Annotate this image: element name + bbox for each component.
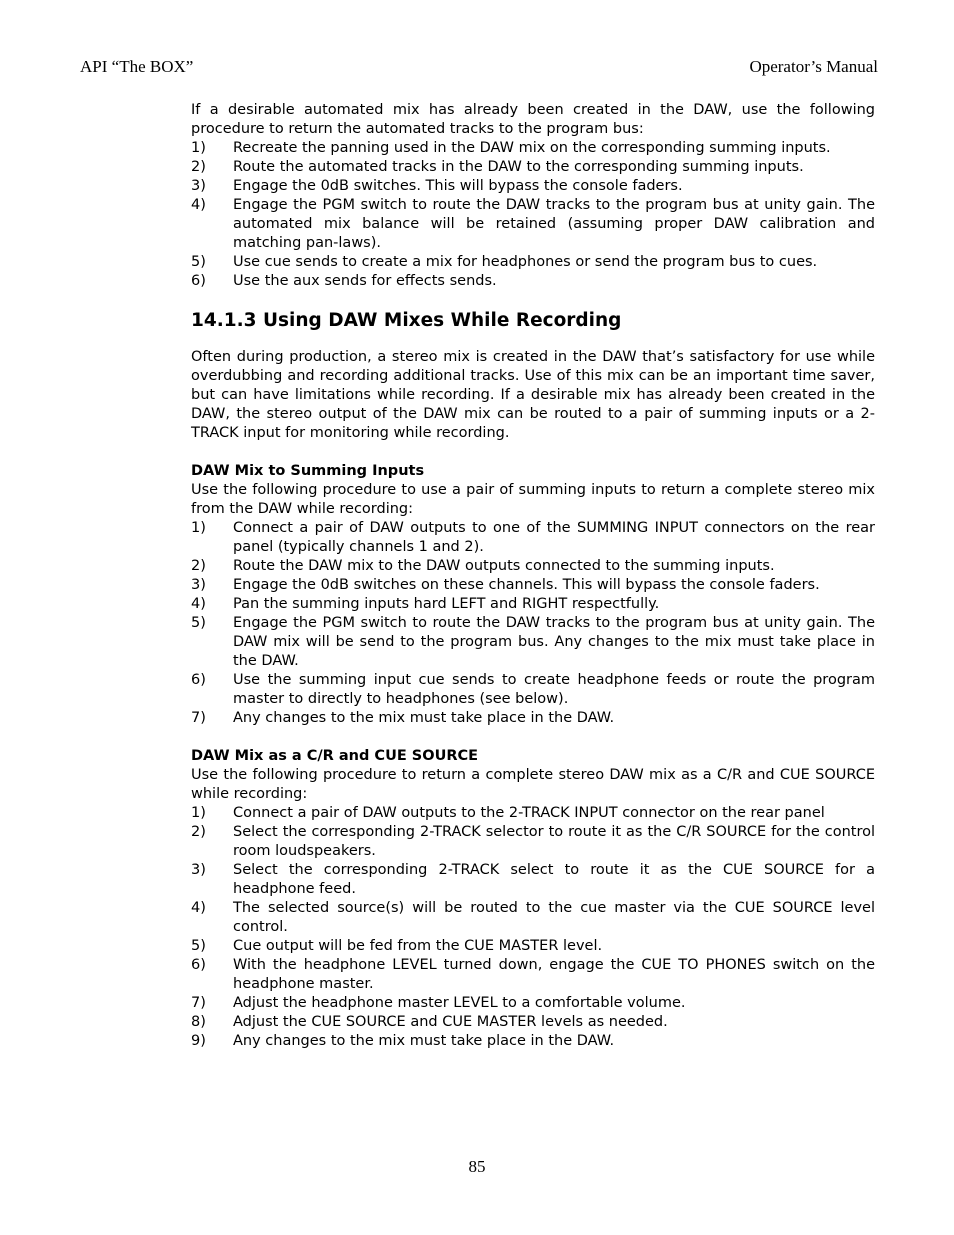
list-item: 7) Any changes to the mix must take place in the DAW. xyxy=(191,710,615,726)
page-number: 85 xyxy=(468,1157,486,1176)
list-item: 1) Connect a pair of DAW outputs to one of the SUMMING INPUT connectors on the rear panel (typically channels 1 and 2). xyxy=(191,520,875,555)
list-item: 3) Engage the 0dB switches on these channels. This will bypass the console faders. xyxy=(191,577,820,593)
page-header xyxy=(80,57,878,77)
list-item: 5) Engage the PGM switch to route the DAW tracks to the program bus at unity gain. The DAW mix will be send to the program bus. Any changes to the mix must take place in the DAW. xyxy=(191,615,875,669)
list-item: 4) The selected source(s) will be routed to the cue master via the CUE SOURCE level control. xyxy=(191,900,875,935)
list-item: 5) Use cue sends to create a mix for headphones or send the program bus to cues. xyxy=(191,254,818,270)
cue-steps-list xyxy=(191,804,875,1051)
list-item: 6) Use the aux sends for effects sends. xyxy=(191,273,497,289)
list-item: 1) Connect a pair of DAW outputs to the 2-TRACK INPUT connector on the rear panel xyxy=(191,805,825,821)
page-content xyxy=(191,101,875,1051)
list-item: 6) With the headphone LEVEL turned down, engage the CUE TO PHONES switch on the headphone master. xyxy=(191,957,875,992)
cue-heading: DAW Mix as a C/R and CUE SOURCE xyxy=(191,748,479,764)
summing-steps-list xyxy=(191,519,875,728)
list-item: 3) Engage the 0dB switches. This will bypass the console faders. xyxy=(191,178,683,194)
list-item: 2) Route the automated tracks in the DAW to the corresponding summing inputs. xyxy=(191,159,804,175)
list-item: 4) Pan the summing inputs hard LEFT and RIGHT respectfully. xyxy=(191,596,660,612)
list-item: 6) Use the summing input cue sends to create headphone feeds or route the program master to directly to headphones (see below). xyxy=(191,672,875,707)
summing-heading: DAW Mix to Summing Inputs xyxy=(191,463,425,479)
list-item: 8) Adjust the CUE SOURCE and CUE MASTER levels as needed. xyxy=(191,1014,668,1030)
intro-paragraph: If a desirable automated mix has already been created in the DAW, use the following procedure to return the automated tracks to the program bus: xyxy=(191,102,875,137)
list-item: 2) Route the DAW mix to the DAW outputs connected to the summing inputs. xyxy=(191,558,775,574)
section-paragraph: Often during production, a stereo mix is created in the DAW that’s satisfactory for use while overdubbing and recording additional tracks. Use of this mix can be an important time saver, but can have limitations while recording. If a desirable mix has already been created in the DAW, the stereo output of the DAW mix can be routed to a pair of summing inputs or a 2-TRACK input for monitoring while recording. xyxy=(191,349,875,441)
list-item: 1) Recreate the panning used in the DAW mix on the corresponding summing inputs. xyxy=(191,140,831,156)
section-heading: 14.1.3 Using DAW Mixes While Recording xyxy=(191,310,622,331)
summing-paragraph: Use the following procedure to use a pair of summing inputs to return a complete stereo mix from the DAW while recording: xyxy=(191,482,875,517)
list-item: 3) Select the corresponding 2-TRACK select to route it as the CUE SOURCE for a headphone feed. xyxy=(191,862,875,897)
list-item: 7) Adjust the headphone master LEVEL to a comfortable volume. xyxy=(191,995,686,1011)
header-manual-label: Operator’s Manual xyxy=(749,57,878,76)
list-item: 9) Any changes to the mix must take place in the DAW. xyxy=(191,1033,615,1049)
intro-steps-list xyxy=(191,139,875,291)
header-doc-title: API “The BOX” xyxy=(80,57,194,76)
cue-paragraph: Use the following procedure to return a complete stereo DAW mix as a C/R and CUE SOURCE while recording: xyxy=(191,767,875,802)
list-item: 4) Engage the PGM switch to route the DAW tracks to the program bus at unity gain. The automated mix balance will be retained (assuming proper DAW calibration and matching pan-laws). xyxy=(191,197,875,251)
list-item: 2) Select the corresponding 2-TRACK selector to route it as the C/R SOURCE for the control room loudspeakers. xyxy=(191,824,875,859)
list-item: 5) Cue output will be fed from the CUE MASTER level. xyxy=(191,938,603,954)
